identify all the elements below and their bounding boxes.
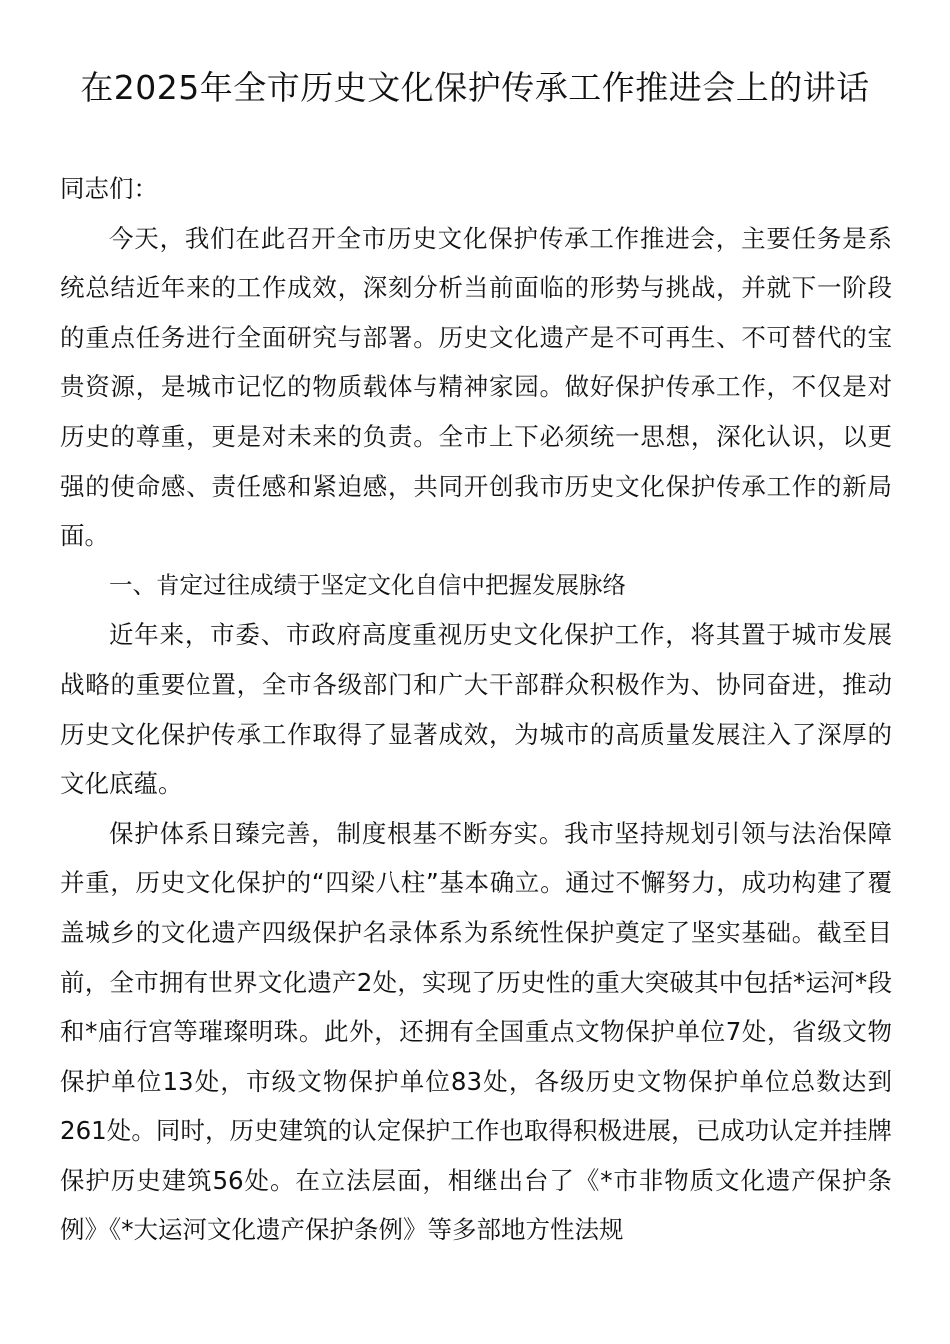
paragraph-intro: 今天，我们在此召开全市历史文化保护传承工作推进会，主要任务是系统总结近年来的工作成效，深刻分析当前面临的形势与挑战，并就下一阶段的重点任务进行全面研究与部署。历史文化遗产是不可再生、不可替代的宝贵资源，是城市记忆的物质载体与精神家园。做好保护传承工作，不仅是对历史的尊重，更是对未来的负责。全市上下必须统一思想，深化认识，以更强的使命感、责任感和紧迫感，共同开创我市历史文化保护传承工作的新局面。: [60, 223, 892, 551]
salutation: 同志们：: [60, 174, 158, 203]
document-body: [60, 164, 892, 1255]
paragraph-protection-system: 保护体系日臻完善，制度根基不断夯实。我市坚持规划引领与法治保障并重，历史文化保护的“四梁八柱”基本确立。通过不懈努力，成功构建了覆盖城乡的文化遗产四级保护名录体系为系统性保护奠定了坚实基础。截至目前，全市拥有世界文化遗产2处，实现了历史性的重大突破其中包括*运河*段和*庙行宫等璀璨明珠。此外，还拥有全国重点文物保护单位7处，省级文物保护单位13处，市级文物保护单位83处，各级历史文物保护单位总数达到261处。同时，历史建筑的认定保护工作也取得积极进展，已成功认定并挂牌保护历史建筑56处。在立法层面，相继出台了《*市非物质文化遗产保护条例》《*大运河文化遗产保护条例》等多部地方性法规: [60, 818, 892, 1245]
document-title: 在2025年全市历史文化保护传承工作推进会上的讲话: [80, 68, 870, 107]
paragraph-achievements: 近年来，市委、市政府高度重视历史文化保护工作，将其置于城市发展战略的重要位置，全市各级部门和广大干部群众积极作为、协同奋进，推动历史文化保护传承工作取得了显著成效，为城市的高质量发展注入了深厚的文化底蕴。: [60, 620, 892, 799]
section-heading: 一、肯定过往成绩于坚定文化自信中把握发展脉络: [109, 570, 626, 599]
